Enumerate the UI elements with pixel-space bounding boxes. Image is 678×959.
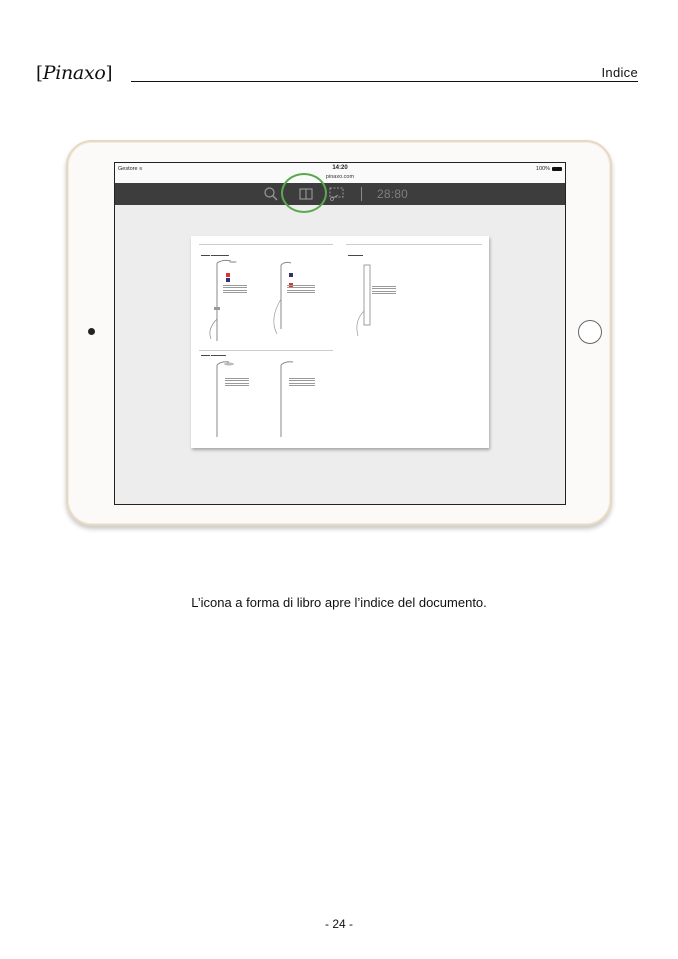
product-section-heading: ▬▬▬ ▬▬▬▬▬▬ bbox=[201, 253, 229, 257]
pinaxo-logo: [Pinaxo] bbox=[36, 62, 113, 84]
search-icon[interactable] bbox=[263, 186, 279, 207]
document-spread bbox=[191, 236, 489, 448]
section-title: Indice bbox=[601, 65, 638, 80]
ipad-screen bbox=[114, 162, 566, 505]
home-button bbox=[578, 320, 602, 344]
status-carrier: Gestore ≡ bbox=[118, 166, 143, 172]
shower-products-image-2 bbox=[203, 359, 333, 439]
camera-dot bbox=[88, 328, 95, 335]
spread-page-left: ▬▬▬ ▬▬▬▬▬▬ ▬▬▬ ▬▬▬▬▬ bbox=[191, 236, 340, 448]
spread-page-right: ▬▬▬▬▬ bbox=[340, 236, 489, 448]
viewer-toolbar bbox=[115, 183, 565, 205]
highlight-circle bbox=[281, 173, 327, 213]
shower-products-image bbox=[203, 259, 333, 349]
caption: L’icona a forma di libro apre l’indice del documento. bbox=[191, 595, 487, 610]
page-number: - 24 - bbox=[324, 917, 353, 931]
wifi-icon: ≡ bbox=[139, 166, 143, 172]
status-battery: 100% bbox=[536, 166, 562, 172]
cut-icon[interactable] bbox=[328, 186, 346, 207]
page-header bbox=[36, 62, 640, 86]
status-time: 14:20 bbox=[332, 165, 348, 171]
status-url: pinaxo.com bbox=[325, 174, 355, 180]
toolbar-time: 28:80 bbox=[377, 187, 409, 201]
header-rule bbox=[131, 81, 638, 82]
toolbar-separator bbox=[361, 187, 362, 201]
battery-icon bbox=[552, 167, 562, 171]
status-bar bbox=[115, 163, 565, 183]
ipad-device bbox=[66, 140, 612, 526]
shower-panel-image bbox=[350, 261, 410, 341]
